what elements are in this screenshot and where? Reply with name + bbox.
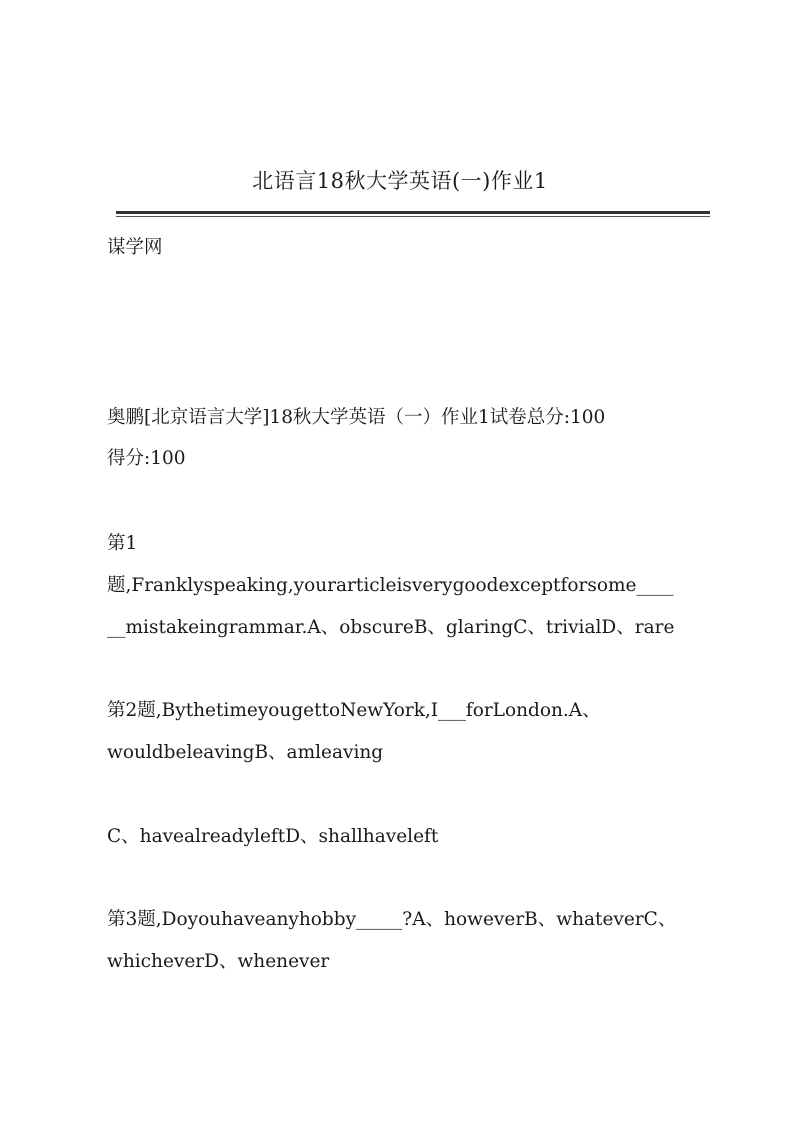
question-3-line-2: whicheverD、whenever — [107, 951, 330, 972]
question-2-line-3: C、havealreadyleftD、shallhaveleft — [107, 826, 439, 847]
question-1-line-2: 题,Franklyspeaking,yourarticleisverygoodexceptforsome____ — [107, 575, 674, 596]
title-rule-thin — [116, 216, 710, 217]
question-3-line-1: 第3题,Doyouhaveanyhobby_____?A、howeverB、whateverC、 — [107, 909, 677, 930]
exam-header-line-1: 奥鹏[北京语言大学]18秋大学英语（一）作业1试卷总分:100 — [107, 407, 606, 428]
document-title: 北语言18秋大学英语(一)作业1 — [252, 169, 548, 193]
question-2-line-1: 第2题,BythetimeyougettoNewYork,I___forLondon.A、 — [107, 700, 601, 721]
title-rule-thick — [116, 211, 710, 214]
question-1-line-1: 第1 — [107, 533, 138, 554]
question-2-line-2: wouldbeleavingB、amleaving — [107, 742, 384, 763]
exam-header-line-2: 得分:100 — [107, 448, 186, 469]
question-1-line-3: __mistakeingrammar.A、obscureB、glaringC、trivialD、rare — [107, 617, 675, 638]
source-label: 谋学网 — [107, 237, 163, 258]
